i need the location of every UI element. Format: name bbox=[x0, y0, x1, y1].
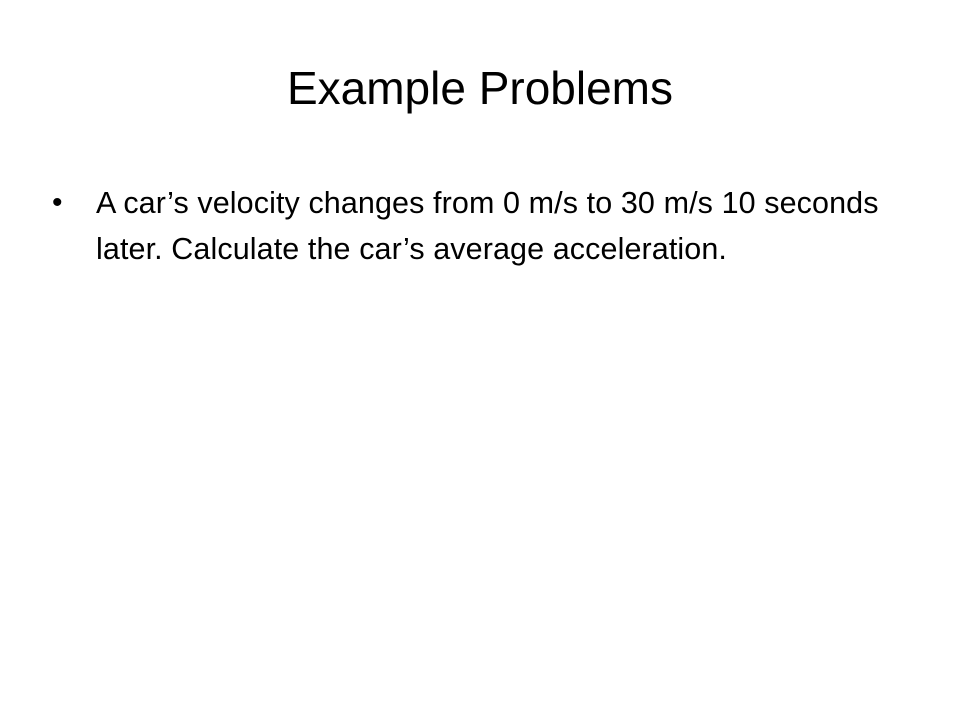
bullet-item bbox=[52, 180, 892, 272]
bullet-marker: • bbox=[52, 186, 63, 219]
bullet-list bbox=[52, 180, 892, 272]
bullet-text: A car’s velocity changes from 0 m/s to 30 m/s 10 seconds later. Calculate the car’s average acceleration. bbox=[96, 186, 879, 266]
slide-title: Example Problems bbox=[286, 62, 674, 114]
